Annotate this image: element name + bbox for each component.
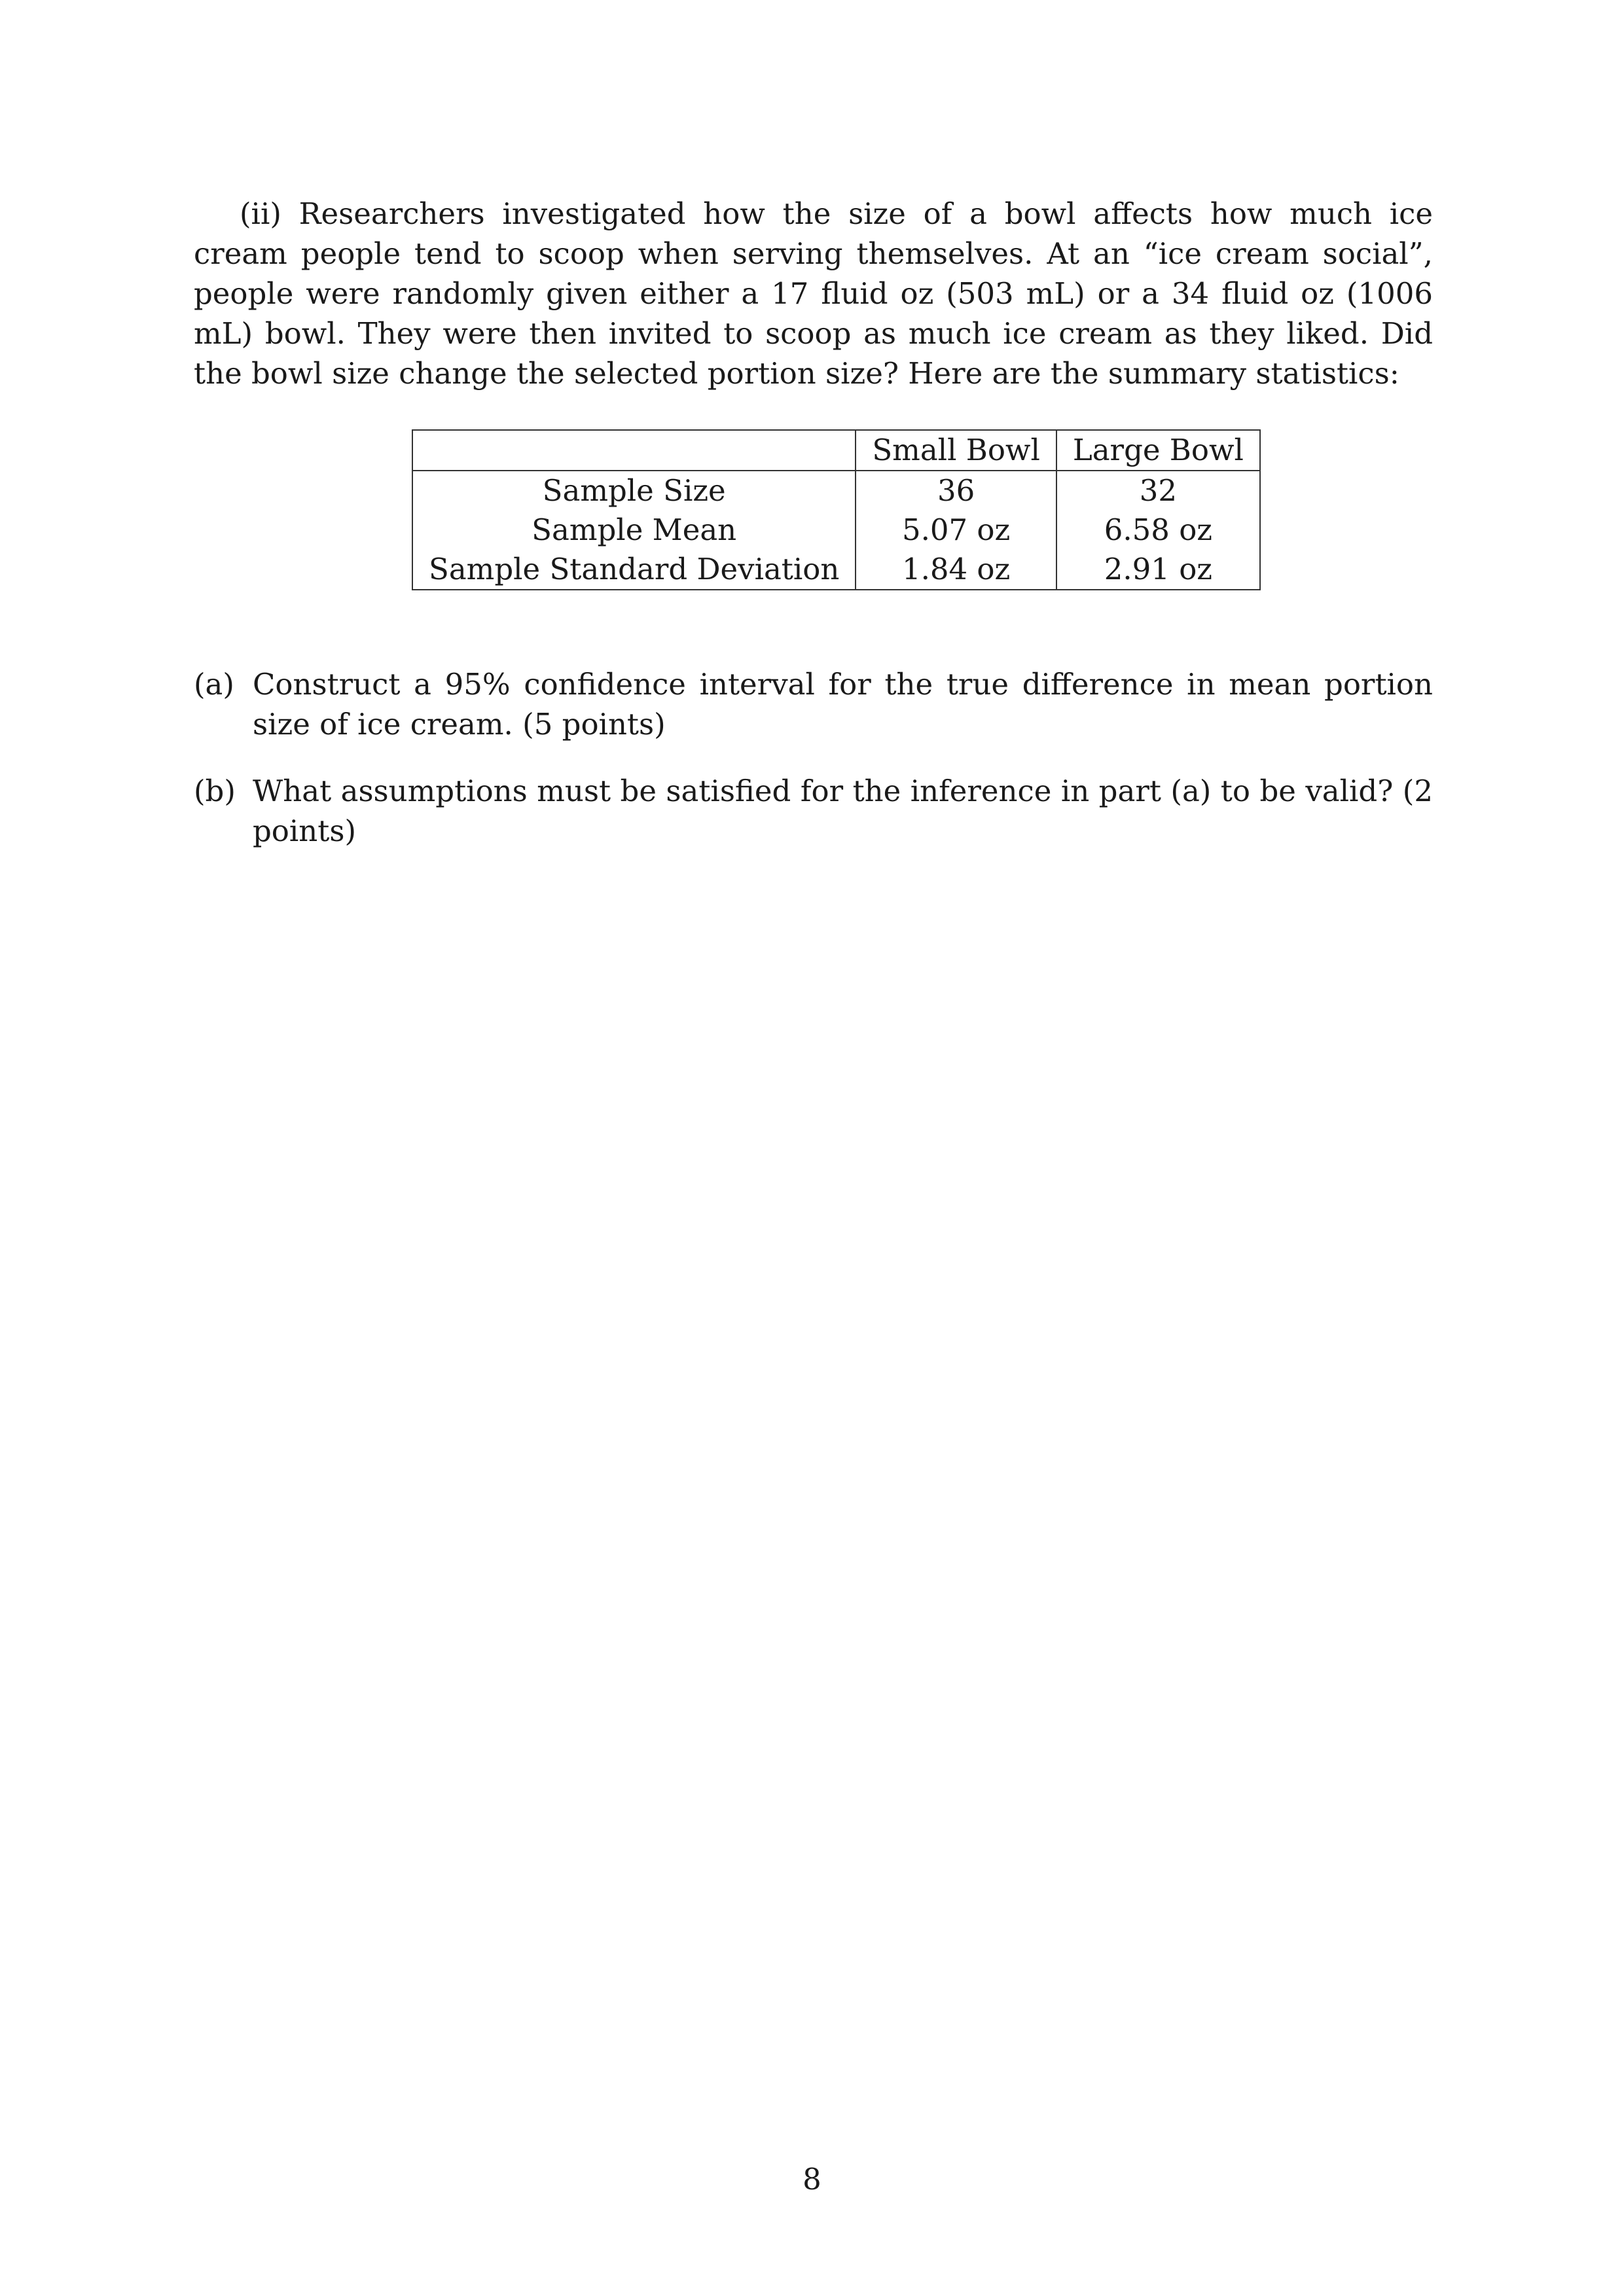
cell-large-sample-mean: 6.58 oz: [1056, 511, 1260, 550]
column-header-large-bowl: Large Bowl: [1056, 430, 1260, 471]
row-label-sample-mean: Sample Mean: [412, 511, 856, 550]
table-row: [412, 550, 1260, 590]
part-b-label: (b): [194, 774, 236, 808]
table-header-row: [412, 430, 1260, 471]
column-header-small-bowl: Small Bowl: [856, 430, 1056, 471]
cell-small-sample-mean: 5.07 oz: [856, 511, 1056, 550]
cell-large-sample-size: 32: [1056, 471, 1260, 511]
list-item: [194, 771, 1433, 851]
question-parts-list: [194, 664, 1433, 878]
part-a-label: (a): [194, 667, 234, 702]
summary-statistics-table: [412, 429, 1261, 590]
part-b-text: What assumptions must be satisfied for the inference in part (a) to be valid? (2 points): [253, 774, 1433, 848]
page-number: 8: [803, 2162, 821, 2197]
part-a-text: Construct a 95% confidence interval for the true difference in mean portion size of ice cream. (5 points): [253, 667, 1433, 742]
cell-large-sample-sd: 2.91 oz: [1056, 550, 1260, 590]
table-row: [412, 511, 1260, 550]
table-corner-cell: [412, 430, 856, 471]
row-label-sample-sd: Sample Standard Deviation: [412, 550, 856, 590]
cell-small-sample-sd: 1.84 oz: [856, 550, 1056, 590]
list-item: [194, 664, 1433, 744]
cell-small-sample-size: 36: [856, 471, 1056, 511]
table-row: [412, 471, 1260, 511]
row-label-sample-size: Sample Size: [412, 471, 856, 511]
problem-intro: (ii) Researchers investigated how the size of a bowl affects how much ice cream people tend to scoop when serving themselves. At an “ice cream social”, people were randomly given either a 17 fluid oz (503 mL) or a 34 fluid oz (1006 mL) bowl. They were then invited to scoop as much ice cream as they liked. Did the bowl size change the selected portion size? Here are the summary statistics:: [194, 196, 1433, 391]
